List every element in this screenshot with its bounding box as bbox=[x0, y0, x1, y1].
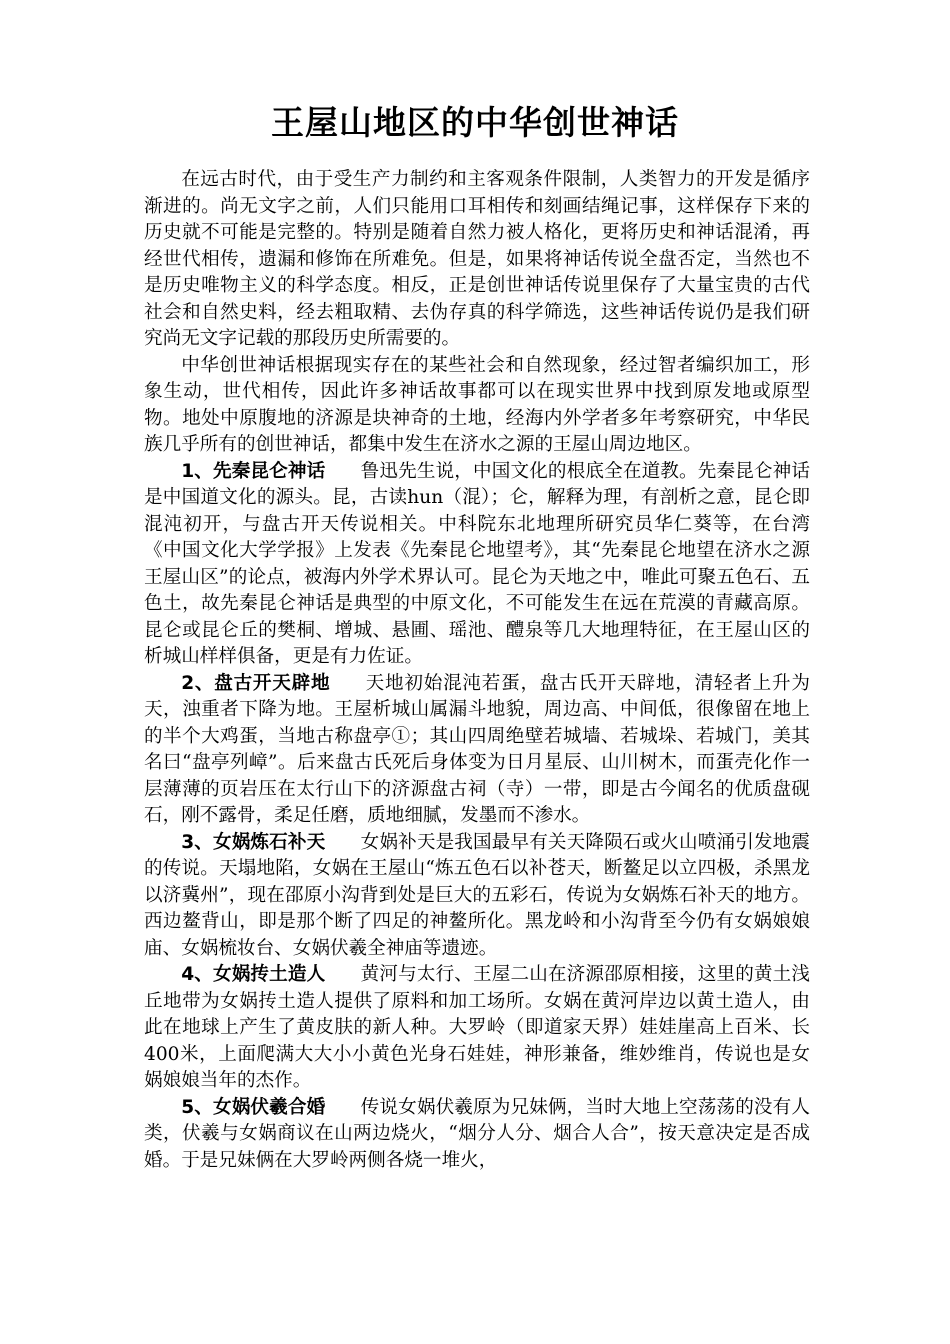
section-heading-pangu: 2、盘古开天辟地 bbox=[181, 672, 331, 694]
section-text-pangu: 天地初始混沌若蛋，盘古氏开天辟地，清轻者上升为天，浊重者下降为地。王屋析城山属漏斗地貌，周边高、中间低，很像留在地上的半个大鸡蛋，当地古称盘亭①；其山四周绝壁若城墙、若城垛、若城门，美其名曰“盘亭列嶂”。后来盘古氏死后身体变为日月星辰、山川树木，而蛋壳化作一层薄薄的页岩压在太行山下的济源盘古祠（寺）一带，即是古今闻名的优质盘砚石，刚不露骨，柔足任磨，质地细腻，发墨而不渗水。 bbox=[144, 672, 810, 826]
section-nuwa-fuxi-marriage bbox=[144, 1095, 810, 1175]
section-nuwa-mends-sky bbox=[144, 830, 810, 963]
section-kunlun bbox=[144, 459, 810, 671]
document-title: 王屋山地区的中华创世神话 bbox=[271, 103, 679, 142]
section-text-kunlun: 鲁迅先生说，中国文化的根底全在道教。先秦昆仑神话是中国道文化的源头。昆，古读hun（混）；仑，解释为理，有剖析之意，昆仑即混沌初开，与盘古开天传说相关。中科院东北地理所研究员华仁葵等，在台湾《中国文化大学学报》上发表《先秦昆仑地望考》，其“先秦昆仑地望在济水之源王屋山区”的论点，被海内外学术界认可。昆仑为天地之中，唯此可聚五色石、五色土，故先秦昆仑神话是典型的中原文化，不可能发生在远在荒漠的青藏高原。昆仑或昆仑丘的樊桐、增城、悬圃、瑶池、醴泉等几大地理特征，在王屋山区的析城山样样俱备，更是有力佐证。 bbox=[144, 460, 810, 667]
section-heading-kunlun: 1、先秦昆仑神话 bbox=[181, 460, 326, 482]
section-nuwa-creates-humans bbox=[144, 962, 810, 1095]
section-text-nuwa-fuxi-marriage: 传说女娲伏羲原为兄妹俩，当时大地上空荡荡的没有人类，伏羲与女娲商议在山两边烧火，“烟分人分、烟合人合”，按天意决定是否成婚。于是兄妹俩在大罗岭两侧各烧一堆火， bbox=[144, 1096, 810, 1171]
section-heading-nuwa-creates-humans: 4、女娲抟土造人 bbox=[181, 964, 326, 985]
intro-paragraph-1: 在远古时代，由于受生产力制约和主客观条件限制，人类智力的开发是循序渐进的。尚无文字之前，人们只能用口耳相传和刻画结绳记事，这样保存下来的历史就不可能是完整的。特别是随着自然力被人格化，更将历史和神话混淆，再经世代相传，遗漏和修饰在所难免。但是，如果将神话传说全盘否定，当然也不是历史唯物主义的科学态度。相反，正是创世神话传说里保存了大量宝贵的古代社会和自然史料，经去粗取精、去伪存真的科学筛选，这些神话传说仍是我们研究尚无文字记载的那段历史所需要的。 bbox=[144, 169, 810, 349]
section-pangu bbox=[144, 671, 810, 830]
section-heading-nuwa-mends-sky: 3、女娲炼石补天 bbox=[181, 831, 326, 853]
section-heading-nuwa-fuxi-marriage: 5、女娲伏羲合婚 bbox=[181, 1096, 326, 1118]
document-body bbox=[144, 167, 810, 1174]
section-text-nuwa-creates-humans: 黄河与太行、王屋二山在济源邵原相接，这里的黄土浅丘地带为女娲抟土造人提供了原料和加工场所。女娲在黄河岸边以黄土造人，由此在地球上产生了黄皮肤的新人种。大罗岭（即道家天界）娃娃崖高上百米、长400米，上面爬满大大小小黄色光身石娃娃，神形兼备，维妙维肖，传说也是女娲娘娘当年的杰作。 bbox=[144, 964, 810, 1091]
intro-paragraph-2: 中华创世神话根据现实存在的某些社会和自然现象，经过智者编织加工，形象生动，世代相传，因此许多神话故事都可以在现实世界中找到原发地或原型物。地处中原腹地的济源是块神奇的土地，经海内外学者多年考察研究，中华民族几乎所有的创世神话，都集中发生在济水之源的王屋山周边地区。 bbox=[144, 354, 810, 455]
section-text-nuwa-mends-sky: 女娲补天是我国最早有关天降陨石或火山喷涌引发地震的传说。天塌地陷，女娲在王屋山“炼五色石以补苍天，断鳌足以立四极，杀黑龙以济冀州”，现在邵原小沟背到处是巨大的五彩石，传说为女娲炼石补天的地方。西边鳌背山，即是那个断了四足的神鳌所化。黑龙岭和小沟背至今仍有女娲娘娘庙、女娲梳妆台、女娲伏羲全神庙等遗迹。 bbox=[144, 831, 810, 959]
